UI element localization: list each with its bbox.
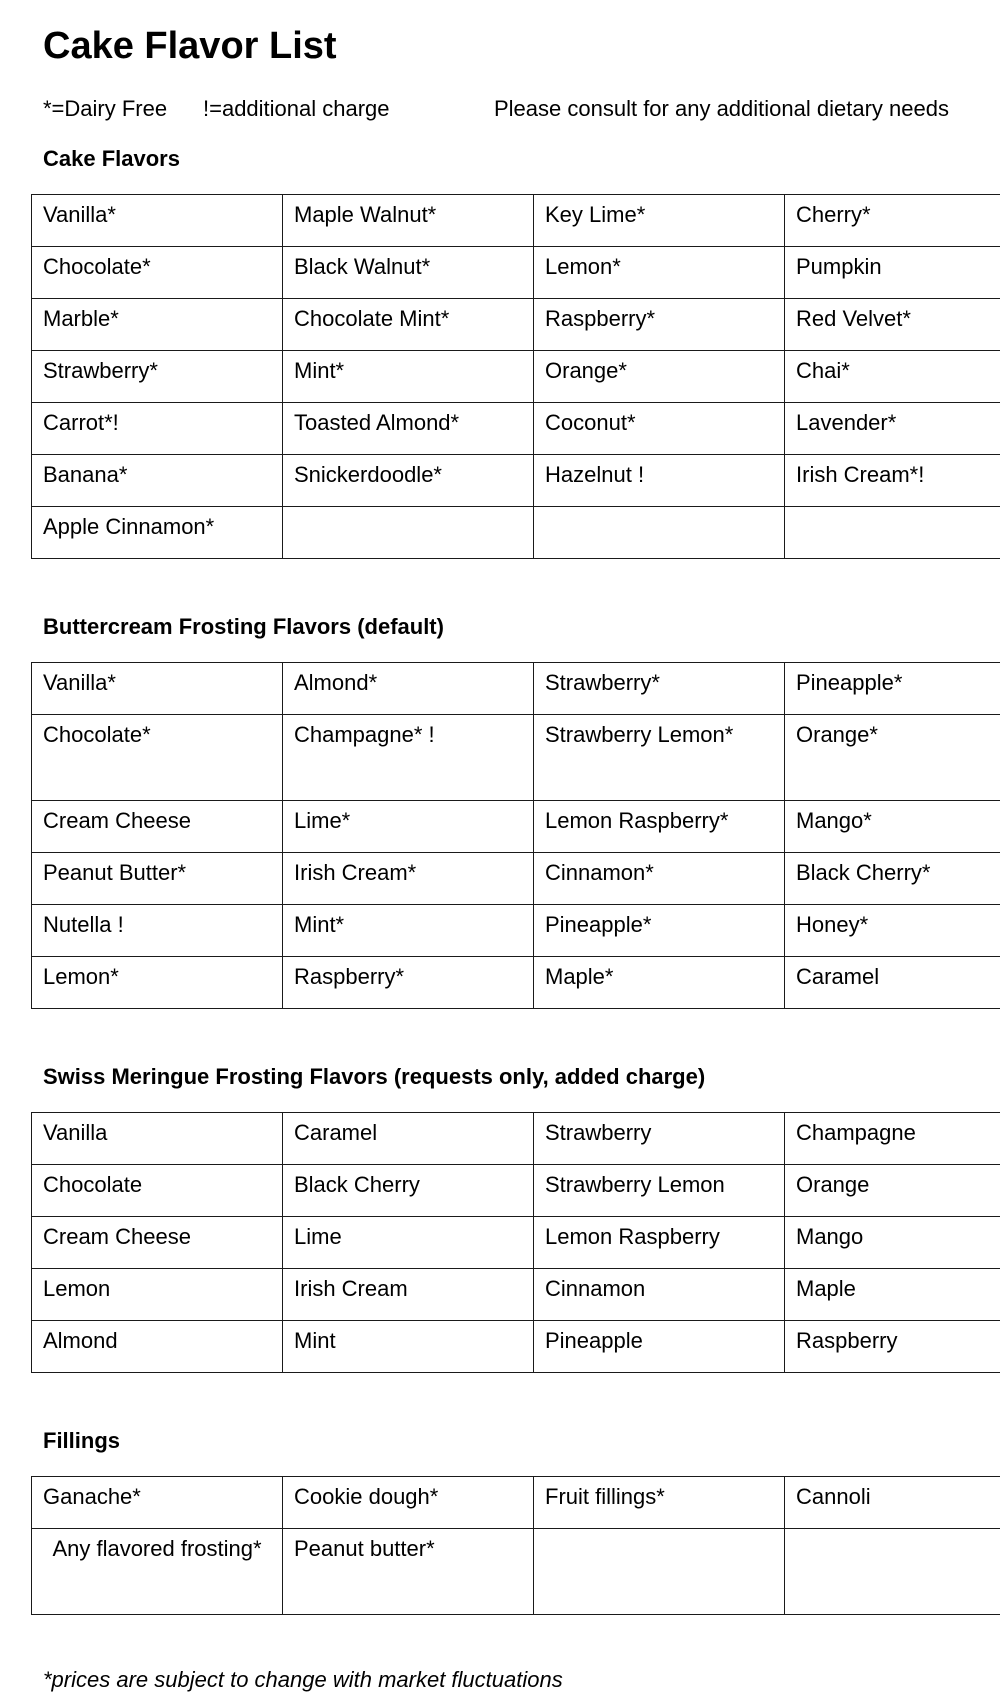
table-cell: Ganache* <box>32 1477 283 1529</box>
table-cell: Maple Walnut* <box>283 195 534 247</box>
table-cell: Coconut* <box>534 403 785 455</box>
swiss-meringue-table <box>31 1112 1000 1373</box>
table-cell: Mint* <box>283 905 534 957</box>
table-cell: Champagne <box>785 1113 1000 1165</box>
table-cell: Orange* <box>534 351 785 403</box>
legend-dairy-free: *=Dairy Free <box>43 96 168 121</box>
table-row <box>32 403 1000 455</box>
price-disclaimer: *prices are subject to change with market fluctuations <box>43 1667 563 1692</box>
table-row <box>32 247 1000 299</box>
table-row <box>32 1269 1000 1321</box>
table-cell: Carrot*! <box>32 403 283 455</box>
table-cell: Cookie dough* <box>283 1477 534 1529</box>
table-cell: Toasted Almond* <box>283 403 534 455</box>
table-cell: Vanilla* <box>32 663 283 715</box>
table-cell: Pineapple* <box>785 663 1000 715</box>
table-cell: Hazelnut ! <box>534 455 785 507</box>
table-cell: Strawberry* <box>534 663 785 715</box>
table-cell: Champagne* ! <box>283 715 534 801</box>
table-cell: Snickerdoodle* <box>283 455 534 507</box>
table-row <box>32 1321 1000 1373</box>
table-row <box>32 195 1000 247</box>
table-cell: Caramel <box>283 1113 534 1165</box>
legend-dietary-note: Please consult for any additional dietary needs <box>494 96 949 121</box>
table-cell: Vanilla* <box>32 195 283 247</box>
table-cell: Mango* <box>785 801 1000 853</box>
table-cell: Mint* <box>283 351 534 403</box>
table-cell <box>534 1529 785 1615</box>
table-cell: Key Lime* <box>534 195 785 247</box>
table-cell <box>785 507 1000 559</box>
table-cell: Any flavored frosting* <box>32 1529 283 1615</box>
table-cell: Black Cherry <box>283 1165 534 1217</box>
table-row <box>32 507 1000 559</box>
page-title: Cake Flavor List <box>43 25 337 67</box>
table-cell: Honey* <box>785 905 1000 957</box>
table-cell: Lemon* <box>32 957 283 1009</box>
table-cell: Cream Cheese <box>32 801 283 853</box>
table-cell: Peanut Butter* <box>32 853 283 905</box>
table-row <box>32 1529 1000 1615</box>
table-cell: Almond <box>32 1321 283 1373</box>
table-row <box>32 957 1000 1009</box>
table-cell: Orange* <box>785 715 1000 801</box>
fillings-heading: Fillings <box>43 1428 120 1453</box>
table-cell <box>283 507 534 559</box>
table-cell: Lime <box>283 1217 534 1269</box>
table-cell <box>534 507 785 559</box>
table-row <box>32 299 1000 351</box>
table-cell: Pineapple <box>534 1321 785 1373</box>
table-cell: Raspberry* <box>283 957 534 1009</box>
table-cell: Cherry* <box>785 195 1000 247</box>
table-cell: Banana* <box>32 455 283 507</box>
table-cell: Strawberry* <box>32 351 283 403</box>
table-row <box>32 1165 1000 1217</box>
table-cell: Black Cherry* <box>785 853 1000 905</box>
table-cell: Irish Cream <box>283 1269 534 1321</box>
table-row <box>32 1217 1000 1269</box>
table-cell: Maple <box>785 1269 1000 1321</box>
table-row <box>32 1113 1000 1165</box>
table-cell: Peanut butter* <box>283 1529 534 1615</box>
table-cell: Strawberry Lemon <box>534 1165 785 1217</box>
table-cell: Raspberry <box>785 1321 1000 1373</box>
table-cell: Cream Cheese <box>32 1217 283 1269</box>
table-cell: Red Velvet* <box>785 299 1000 351</box>
table-cell: Pineapple* <box>534 905 785 957</box>
table-cell: Chocolate <box>32 1165 283 1217</box>
table-cell: Caramel <box>785 957 1000 1009</box>
buttercream-table <box>31 662 1000 1009</box>
swiss-meringue-heading: Swiss Meringue Frosting Flavors (requests only, added charge) <box>43 1064 706 1089</box>
table-cell: Lemon <box>32 1269 283 1321</box>
table-cell: Cinnamon* <box>534 853 785 905</box>
table-cell: Irish Cream*! <box>785 455 1000 507</box>
buttercream-heading: Buttercream Frosting Flavors (default) <box>43 614 444 639</box>
table-cell: Cinnamon <box>534 1269 785 1321</box>
table-cell: Lemon Raspberry <box>534 1217 785 1269</box>
table-row <box>32 663 1000 715</box>
table-cell: Chocolate Mint* <box>283 299 534 351</box>
fillings-table <box>31 1476 1000 1615</box>
table-cell: Apple Cinnamon* <box>32 507 283 559</box>
table-row <box>32 853 1000 905</box>
table-cell: Lime* <box>283 801 534 853</box>
table-cell: Cannoli <box>785 1477 1000 1529</box>
table-cell: Irish Cream* <box>283 853 534 905</box>
table-cell: Maple* <box>534 957 785 1009</box>
table-cell: Chocolate* <box>32 247 283 299</box>
table-cell: Lemon Raspberry* <box>534 801 785 853</box>
table-cell: Nutella ! <box>32 905 283 957</box>
table-cell: Strawberry <box>534 1113 785 1165</box>
table-row <box>32 455 1000 507</box>
table-cell: Chai* <box>785 351 1000 403</box>
table-row <box>32 801 1000 853</box>
table-cell: Marble* <box>32 299 283 351</box>
table-row <box>32 905 1000 957</box>
table-row <box>32 715 1000 801</box>
legend-additional-charge: !=additional charge <box>203 96 390 121</box>
table-cell: Lemon* <box>534 247 785 299</box>
table-row <box>32 351 1000 403</box>
table-cell: Chocolate* <box>32 715 283 801</box>
table-cell: Mango <box>785 1217 1000 1269</box>
table-cell: Orange <box>785 1165 1000 1217</box>
table-cell: Fruit fillings* <box>534 1477 785 1529</box>
table-cell: Black Walnut* <box>283 247 534 299</box>
cake-flavors-table <box>31 194 1000 559</box>
table-cell: Strawberry Lemon* <box>534 715 785 801</box>
table-cell: Pumpkin <box>785 247 1000 299</box>
table-cell: Almond* <box>283 663 534 715</box>
cake-flavors-heading: Cake Flavors <box>43 146 180 171</box>
table-cell <box>785 1529 1000 1615</box>
table-cell: Raspberry* <box>534 299 785 351</box>
table-row <box>32 1477 1000 1529</box>
table-cell: Lavender* <box>785 403 1000 455</box>
table-cell: Vanilla <box>32 1113 283 1165</box>
table-cell: Mint <box>283 1321 534 1373</box>
